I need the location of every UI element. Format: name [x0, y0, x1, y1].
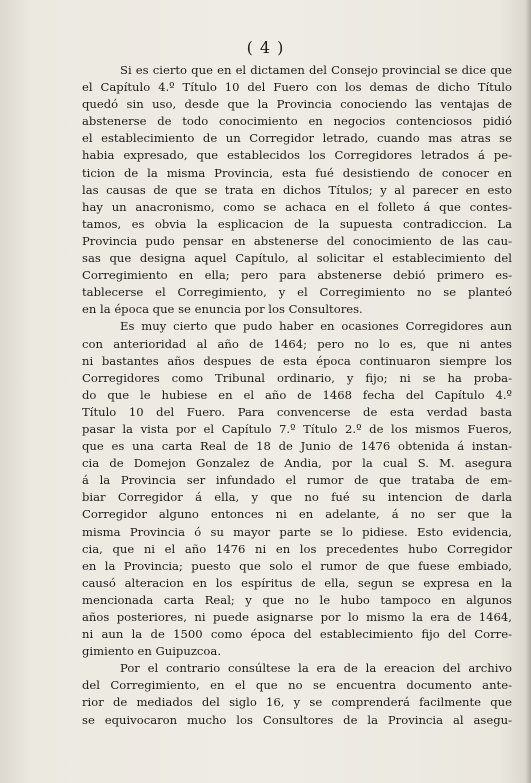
text-line: biar Corregidor á ella, y que no fué su intencion de darla — [82, 490, 512, 505]
text-line: ni aun la de 1500 como época del establecimiento fijo del Corre- — [82, 627, 512, 642]
paragraph-2 — [82, 318, 512, 660]
text-line: quedó sin uso, desde que la Provincia conociendo las ventajas de — [82, 97, 512, 112]
text-line: pasar la vista por el Capítulo 7.º Título 2.º de los mismos Fueros, — [82, 421, 512, 436]
text-line: ticion de la misma Provincia, esta fué desistiendo de conocer en — [82, 165, 512, 180]
text-line: cia, que ni el año 1476 ni en los precedentes hubo Corregidor — [82, 541, 512, 556]
text-line: sas que designa aquel Capítulo, al solicitar el establecimiento del — [82, 251, 512, 266]
paragraph-3 — [82, 660, 512, 728]
text-line: rior de mediados del siglo 16, y se comprenderá facilmente que — [82, 695, 512, 710]
text-line: cia de Domejon Gonzalez de Andia, por la cual S. M. asegura — [82, 456, 512, 471]
text-line: el establecimiento de un Corregidor letrado, cuando mas atras se — [82, 131, 512, 146]
text-line: Si es cierto que en el dictamen del Consejo provincial se dice que — [120, 63, 512, 77]
text-line: Corregimiento en ella; pero para abstenerse debió primero es- — [82, 268, 512, 283]
text-line: gimiento en Guipuzcoa. — [82, 644, 222, 659]
text-line: á la Provincia ser infundado el rumor de que trataba de em- — [82, 473, 512, 488]
page-edge-shadow — [525, 0, 531, 783]
text-line: en la Provincia; puesto que solo el rumor de que fuese embiado, — [82, 558, 512, 573]
text-line: Título 10 del Fuero. Para convencerse de esta verdad basta — [82, 404, 512, 419]
text-line: Provincia pudo pensar en abstenerse del conocimiento de las cau- — [82, 233, 512, 248]
text-line: causó alteracion en los espíritus de ella, segun se expresa en la — [82, 575, 512, 590]
paragraph-1 — [82, 62, 512, 318]
text-line: el Capítulo 4.º Título 10 del Fuero con los demas de dicho Título — [82, 80, 512, 95]
text-line: tablecerse el Corregimiento, y el Corregimiento no se planteó — [82, 285, 512, 300]
text-line: Por el contrario consúltese la era de la ereacion del archivo — [120, 661, 512, 676]
text-line: que es una carta Real de 18 de Junio de 1476 obtenida á instan- — [82, 439, 512, 454]
text-line: se equivocaron mucho los Consultores de la Provincia al asegu- — [82, 712, 512, 727]
text-line: habia expresado, que establecidos los Corregidores letrados á pe- — [82, 148, 512, 163]
page-number: ( 4 ) — [246, 38, 285, 57]
text-line: mencionada carta Real; y que no le hubo tampoco en algunos — [82, 592, 512, 607]
text-line: Es muy cierto que pudo haber en ocasiones Corregidores aun — [120, 319, 512, 334]
text-line: tamos, es obvia la esplicacion de la supuesta contradiccion. La — [82, 216, 512, 231]
text-line: Corregidor alguno entonces ni en adelante, á no ser que la — [82, 507, 512, 522]
text-line: del Corregimiento, en el que no se encuentra documento ante- — [82, 678, 512, 693]
text-line: hay un anacronismo, como se achaca en el folleto á que contes- — [82, 199, 512, 214]
text-line: abstenerse de todo conocimiento en negocios contenciosos pidió — [82, 114, 512, 129]
text-line: años posteriores, ni puede asignarse por lo mismo la era de 1464, — [82, 610, 512, 624]
text-line: Corregidores como Tribunal ordinario, y fijo; ni se ha proba- — [82, 370, 512, 385]
text-line: misma Provincia ó su mayor parte se lo pidiese. Esto evidencia, — [82, 524, 512, 539]
text-line: con anterioridad al año de 1464; pero no lo es, que ni antes — [82, 336, 512, 351]
text-line: do que le hubiese en el año de 1468 fecha del Capítulo 4.º — [82, 387, 512, 402]
body-text — [82, 62, 512, 729]
text-line: ni bastantes años despues de esta época continuaron siempre los — [82, 353, 512, 368]
text-line: las causas de que se trata en dichos Títulos; y al parecer en esto — [82, 182, 512, 197]
text-line: en la época que se enuncia por los Consultores. — [82, 302, 363, 317]
